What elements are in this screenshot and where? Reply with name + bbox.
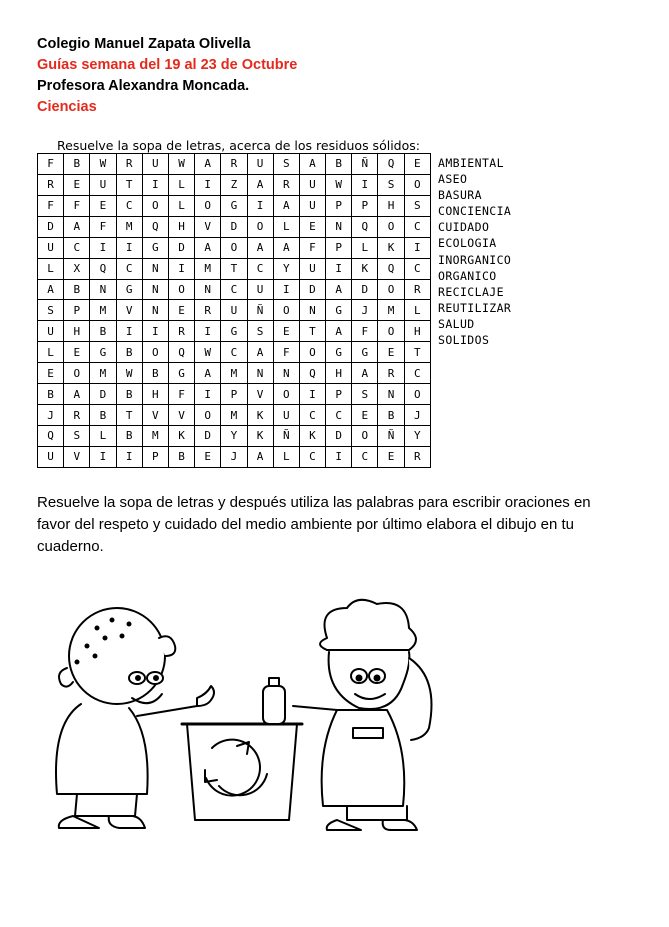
grid-cell: T (221, 258, 247, 279)
grid-cell: B (64, 154, 90, 175)
word-list-item: RECICLAJE (438, 284, 504, 299)
grid-row (38, 384, 431, 405)
grid-cell: Ñ (247, 300, 273, 321)
grid-cell: N (378, 384, 404, 405)
word-list-item: ASEO (438, 172, 468, 187)
grid-cell: N (142, 258, 168, 279)
grid-cell: R (64, 405, 90, 426)
grid-cell: A (38, 279, 64, 300)
grid-cell: O (378, 279, 404, 300)
grid-cell: B (116, 384, 142, 405)
grid-cell: Q (142, 216, 168, 237)
grid-cell: G (221, 195, 247, 216)
grid-cell: Ñ (352, 154, 378, 175)
grid-cell: B (116, 342, 142, 363)
grid-cell: N (142, 279, 168, 300)
grid-cell: A (64, 384, 90, 405)
grid-cell: M (195, 258, 221, 279)
grid-cell: P (326, 237, 352, 258)
grid-cell: R (404, 279, 430, 300)
grid-cell: A (299, 154, 325, 175)
grid-cell: A (326, 279, 352, 300)
grid-cell: M (221, 405, 247, 426)
grid-cell: O (142, 342, 168, 363)
grid-cell: I (195, 384, 221, 405)
grid-cell: U (247, 279, 273, 300)
grid-cell: R (273, 174, 299, 195)
grid-cell: C (326, 405, 352, 426)
grid-cell: I (326, 446, 352, 467)
grid-cell: O (247, 216, 273, 237)
grid-row (38, 300, 431, 321)
grid-cell: Q (90, 258, 116, 279)
grid-cell: J (38, 405, 64, 426)
grid-cell: O (221, 237, 247, 258)
grid-cell: I (273, 279, 299, 300)
grid-cell: E (195, 446, 221, 467)
grid-cell: E (299, 216, 325, 237)
grid-row (38, 154, 431, 175)
grid-cell: V (168, 405, 194, 426)
grid-cell: I (168, 258, 194, 279)
grid-cell: Y (221, 425, 247, 446)
grid-cell: B (90, 321, 116, 342)
grid-row (38, 363, 431, 384)
grid-cell: Y (404, 425, 430, 446)
grid-cell: I (90, 237, 116, 258)
grid-cell: G (326, 300, 352, 321)
grid-cell: O (352, 425, 378, 446)
grid-cell: Q (38, 425, 64, 446)
word-list-item: SOLIDOS (438, 333, 490, 348)
grid-cell: Q (168, 342, 194, 363)
grid-cell: O (404, 174, 430, 195)
kids-recycling-illustration (37, 598, 457, 838)
grid-cell: A (64, 216, 90, 237)
grid-cell: O (273, 384, 299, 405)
grid-cell: H (64, 321, 90, 342)
grid-cell: X (64, 258, 90, 279)
recycling-bin (182, 724, 302, 820)
grid-cell: L (168, 195, 194, 216)
grid-cell: F (64, 195, 90, 216)
grid-cell: I (116, 446, 142, 467)
grid-cell: I (116, 237, 142, 258)
grid-cell: S (404, 195, 430, 216)
grid-cell: H (142, 384, 168, 405)
puzzle-caption: Resuelve la sopa de letras, acerca de los residuos sólidos: (57, 138, 420, 153)
grid-cell: J (352, 300, 378, 321)
grid-cell: R (195, 300, 221, 321)
grid-cell: W (168, 154, 194, 175)
grid-row (38, 321, 431, 342)
grid-cell: F (273, 342, 299, 363)
grid-row (38, 425, 431, 446)
grid-cell: N (326, 216, 352, 237)
grid-cell: O (378, 321, 404, 342)
grid-cell: Y (273, 258, 299, 279)
grid-cell: R (38, 174, 64, 195)
word-list-item: INORGANICO (438, 252, 512, 267)
grid-cell: O (404, 384, 430, 405)
grid-cell: D (352, 279, 378, 300)
grid-cell: L (273, 446, 299, 467)
grid-cell: T (116, 405, 142, 426)
grid-cell: O (378, 216, 404, 237)
grid-cell: G (168, 363, 194, 384)
word-list-item: ORGANICO (438, 268, 497, 283)
grid-cell: P (326, 384, 352, 405)
grid-cell: F (38, 195, 64, 216)
word-list-item: BASURA (438, 188, 482, 203)
grid-cell: L (352, 237, 378, 258)
grid-row (38, 258, 431, 279)
grid-cell: Ñ (273, 425, 299, 446)
grid-cell: V (116, 300, 142, 321)
grid-cell: L (273, 216, 299, 237)
grid-cell: O (168, 279, 194, 300)
grid-cell: S (352, 384, 378, 405)
grid-cell: F (90, 216, 116, 237)
grid-cell: U (142, 154, 168, 175)
grid-cell: I (90, 446, 116, 467)
grid-cell: A (247, 174, 273, 195)
grid-cell: V (142, 405, 168, 426)
grid-cell: O (273, 300, 299, 321)
grid-cell: E (378, 342, 404, 363)
grid-cell: D (38, 216, 64, 237)
grid-cell: C (221, 342, 247, 363)
grid-cell: M (378, 300, 404, 321)
grid-cell: G (90, 342, 116, 363)
grid-cell: C (299, 405, 325, 426)
grid-cell: D (168, 237, 194, 258)
grid-cell: A (195, 154, 221, 175)
word-list (438, 155, 511, 348)
grid-cell: I (142, 321, 168, 342)
grid-cell: I (299, 384, 325, 405)
grid-cell: Q (378, 154, 404, 175)
grid-cell: P (352, 195, 378, 216)
grid-cell: L (168, 174, 194, 195)
grid-cell: W (90, 154, 116, 175)
grid-cell: Q (299, 363, 325, 384)
grid-cell: K (168, 425, 194, 446)
grid-cell: C (221, 279, 247, 300)
grid-cell: T (299, 321, 325, 342)
grid-cell: D (326, 425, 352, 446)
word-list-item: AMBIENTAL (438, 156, 504, 170)
grid-cell: M (90, 300, 116, 321)
header (37, 34, 297, 118)
grid-cell: J (404, 405, 430, 426)
grid-cell: F (299, 237, 325, 258)
grid-cell: I (195, 174, 221, 195)
grid-cell: A (247, 446, 273, 467)
grid-cell: N (299, 300, 325, 321)
grid-cell: C (404, 363, 430, 384)
grid-cell: E (38, 363, 64, 384)
grid-cell: V (64, 446, 90, 467)
grid-cell: E (378, 446, 404, 467)
grid-row (38, 279, 431, 300)
grid-cell: C (116, 258, 142, 279)
grid-cell: D (90, 384, 116, 405)
grid-cell: R (404, 446, 430, 467)
grid-cell: O (64, 363, 90, 384)
subject-name: Ciencias (37, 99, 97, 115)
grid-cell: G (221, 321, 247, 342)
grid-cell: A (352, 363, 378, 384)
grid-cell: N (90, 279, 116, 300)
grid-cell: K (299, 425, 325, 446)
grid-cell: B (326, 154, 352, 175)
teacher-name: Profesora Alexandra Moncada. (37, 78, 250, 94)
grid-cell: P (221, 384, 247, 405)
grid-row (38, 237, 431, 258)
grid-cell: P (326, 195, 352, 216)
grid-cell: I (404, 237, 430, 258)
grid-cell: H (404, 321, 430, 342)
grid-cell: S (378, 174, 404, 195)
grid-cell: I (247, 195, 273, 216)
grid-cell: U (90, 174, 116, 195)
grid-cell: L (90, 425, 116, 446)
grid-cell: B (116, 425, 142, 446)
word-list-item: CUIDADO (438, 220, 490, 235)
grid-cell: H (326, 363, 352, 384)
grid-cell: I (352, 174, 378, 195)
grid-cell: C (404, 216, 430, 237)
grid-cell: B (168, 446, 194, 467)
grid-cell: M (142, 425, 168, 446)
grid-cell: W (195, 342, 221, 363)
grid-cell: I (116, 321, 142, 342)
grid-cell: C (116, 195, 142, 216)
grid-row (38, 446, 431, 467)
grid-cell: E (273, 321, 299, 342)
grid-cell: N (273, 363, 299, 384)
grid-cell: P (142, 446, 168, 467)
grid-cell: K (378, 237, 404, 258)
grid-cell: I (195, 321, 221, 342)
girl-figure (293, 600, 432, 830)
grid-cell: M (90, 363, 116, 384)
grid-cell: Q (352, 216, 378, 237)
word-list-item: CONCIENCIA (438, 204, 512, 219)
grid-cell: D (195, 425, 221, 446)
grid-cell: Ñ (378, 425, 404, 446)
grid-cell: R (378, 363, 404, 384)
grid-cell: Z (221, 174, 247, 195)
grid-cell: N (142, 300, 168, 321)
grid-cell: D (299, 279, 325, 300)
boy-figure (56, 608, 214, 828)
grid-cell: G (116, 279, 142, 300)
grid-cell: E (64, 174, 90, 195)
grid-cell: S (38, 300, 64, 321)
grid-row (38, 405, 431, 426)
grid-cell: L (38, 342, 64, 363)
grid-cell: B (90, 405, 116, 426)
grid-cell: W (116, 363, 142, 384)
grid-cell: U (299, 195, 325, 216)
grid-cell: H (378, 195, 404, 216)
grid-cell: K (247, 425, 273, 446)
grid-cell: R (116, 154, 142, 175)
grid-cell: G (326, 342, 352, 363)
word-search-grid (37, 153, 431, 468)
grid-cell: B (38, 384, 64, 405)
grid-cell: U (247, 154, 273, 175)
grid-cell: U (38, 237, 64, 258)
grid-cell: O (299, 342, 325, 363)
grid-cell: U (299, 258, 325, 279)
week-title: Guías semana del 19 al 23 de Octubre (37, 57, 298, 73)
grid-cell: O (195, 195, 221, 216)
grid-cell: K (352, 258, 378, 279)
grid-cell: A (273, 237, 299, 258)
grid-cell: F (352, 321, 378, 342)
grid-cell: M (221, 363, 247, 384)
grid-cell: C (404, 258, 430, 279)
grid-cell: M (116, 216, 142, 237)
instructions-text: Resuelve la sopa de letras y después utiliza las palabras para escribir oraciones en favor del respeto y cuidado del medio ambiente por último elabora el dibujo en tu cuaderno. (37, 494, 591, 555)
grid-cell: P (64, 300, 90, 321)
word-list-item: ECOLOGIA (438, 236, 497, 251)
grid-cell: A (326, 321, 352, 342)
grid-cell: G (352, 342, 378, 363)
grid-cell: U (273, 405, 299, 426)
grid-cell: K (247, 405, 273, 426)
grid-cell: T (116, 174, 142, 195)
grid-cell: N (195, 279, 221, 300)
grid-cell: E (90, 195, 116, 216)
grid-cell: S (247, 321, 273, 342)
grid-cell: N (247, 363, 273, 384)
grid-cell: A (247, 237, 273, 258)
grid-cell: C (299, 446, 325, 467)
school-name: Colegio Manuel Zapata Olivella (37, 36, 251, 52)
bottle (263, 678, 285, 724)
grid-cell: F (168, 384, 194, 405)
grid-cell: U (299, 174, 325, 195)
grid-cell: U (221, 300, 247, 321)
grid-cell: O (195, 405, 221, 426)
grid-cell: B (64, 279, 90, 300)
grid-cell: B (378, 405, 404, 426)
grid-row (38, 195, 431, 216)
grid-cell: F (38, 154, 64, 175)
grid-cell: A (273, 195, 299, 216)
grid-cell: B (142, 363, 168, 384)
grid-cell: D (221, 216, 247, 237)
grid-cell: V (195, 216, 221, 237)
grid-cell: R (168, 321, 194, 342)
grid-cell: A (195, 237, 221, 258)
grid-cell: A (247, 342, 273, 363)
grid-cell: G (142, 237, 168, 258)
grid-cell: W (326, 174, 352, 195)
grid-row (38, 342, 431, 363)
grid-row (38, 174, 431, 195)
grid-cell: V (247, 384, 273, 405)
grid-cell: S (273, 154, 299, 175)
grid-cell: E (168, 300, 194, 321)
grid-cell: H (168, 216, 194, 237)
grid-cell: L (404, 300, 430, 321)
grid-cell: E (352, 405, 378, 426)
grid-cell: C (64, 237, 90, 258)
grid-cell: C (352, 446, 378, 467)
grid-cell: O (142, 195, 168, 216)
grid-cell: T (404, 342, 430, 363)
grid-cell: R (221, 154, 247, 175)
grid-cell: C (247, 258, 273, 279)
grid-cell: U (38, 321, 64, 342)
grid-cell: I (142, 174, 168, 195)
grid-cell: E (404, 154, 430, 175)
grid-cell: Q (378, 258, 404, 279)
grid-cell: L (38, 258, 64, 279)
word-list-item: REUTILIZAR (438, 300, 512, 315)
grid-cell: A (195, 363, 221, 384)
grid-cell: S (64, 425, 90, 446)
grid-cell: U (38, 446, 64, 467)
grid-row (38, 216, 431, 237)
word-list-item: SALUD (438, 316, 475, 331)
grid-cell: I (326, 258, 352, 279)
grid-cell: E (64, 342, 90, 363)
grid-cell: J (221, 446, 247, 467)
